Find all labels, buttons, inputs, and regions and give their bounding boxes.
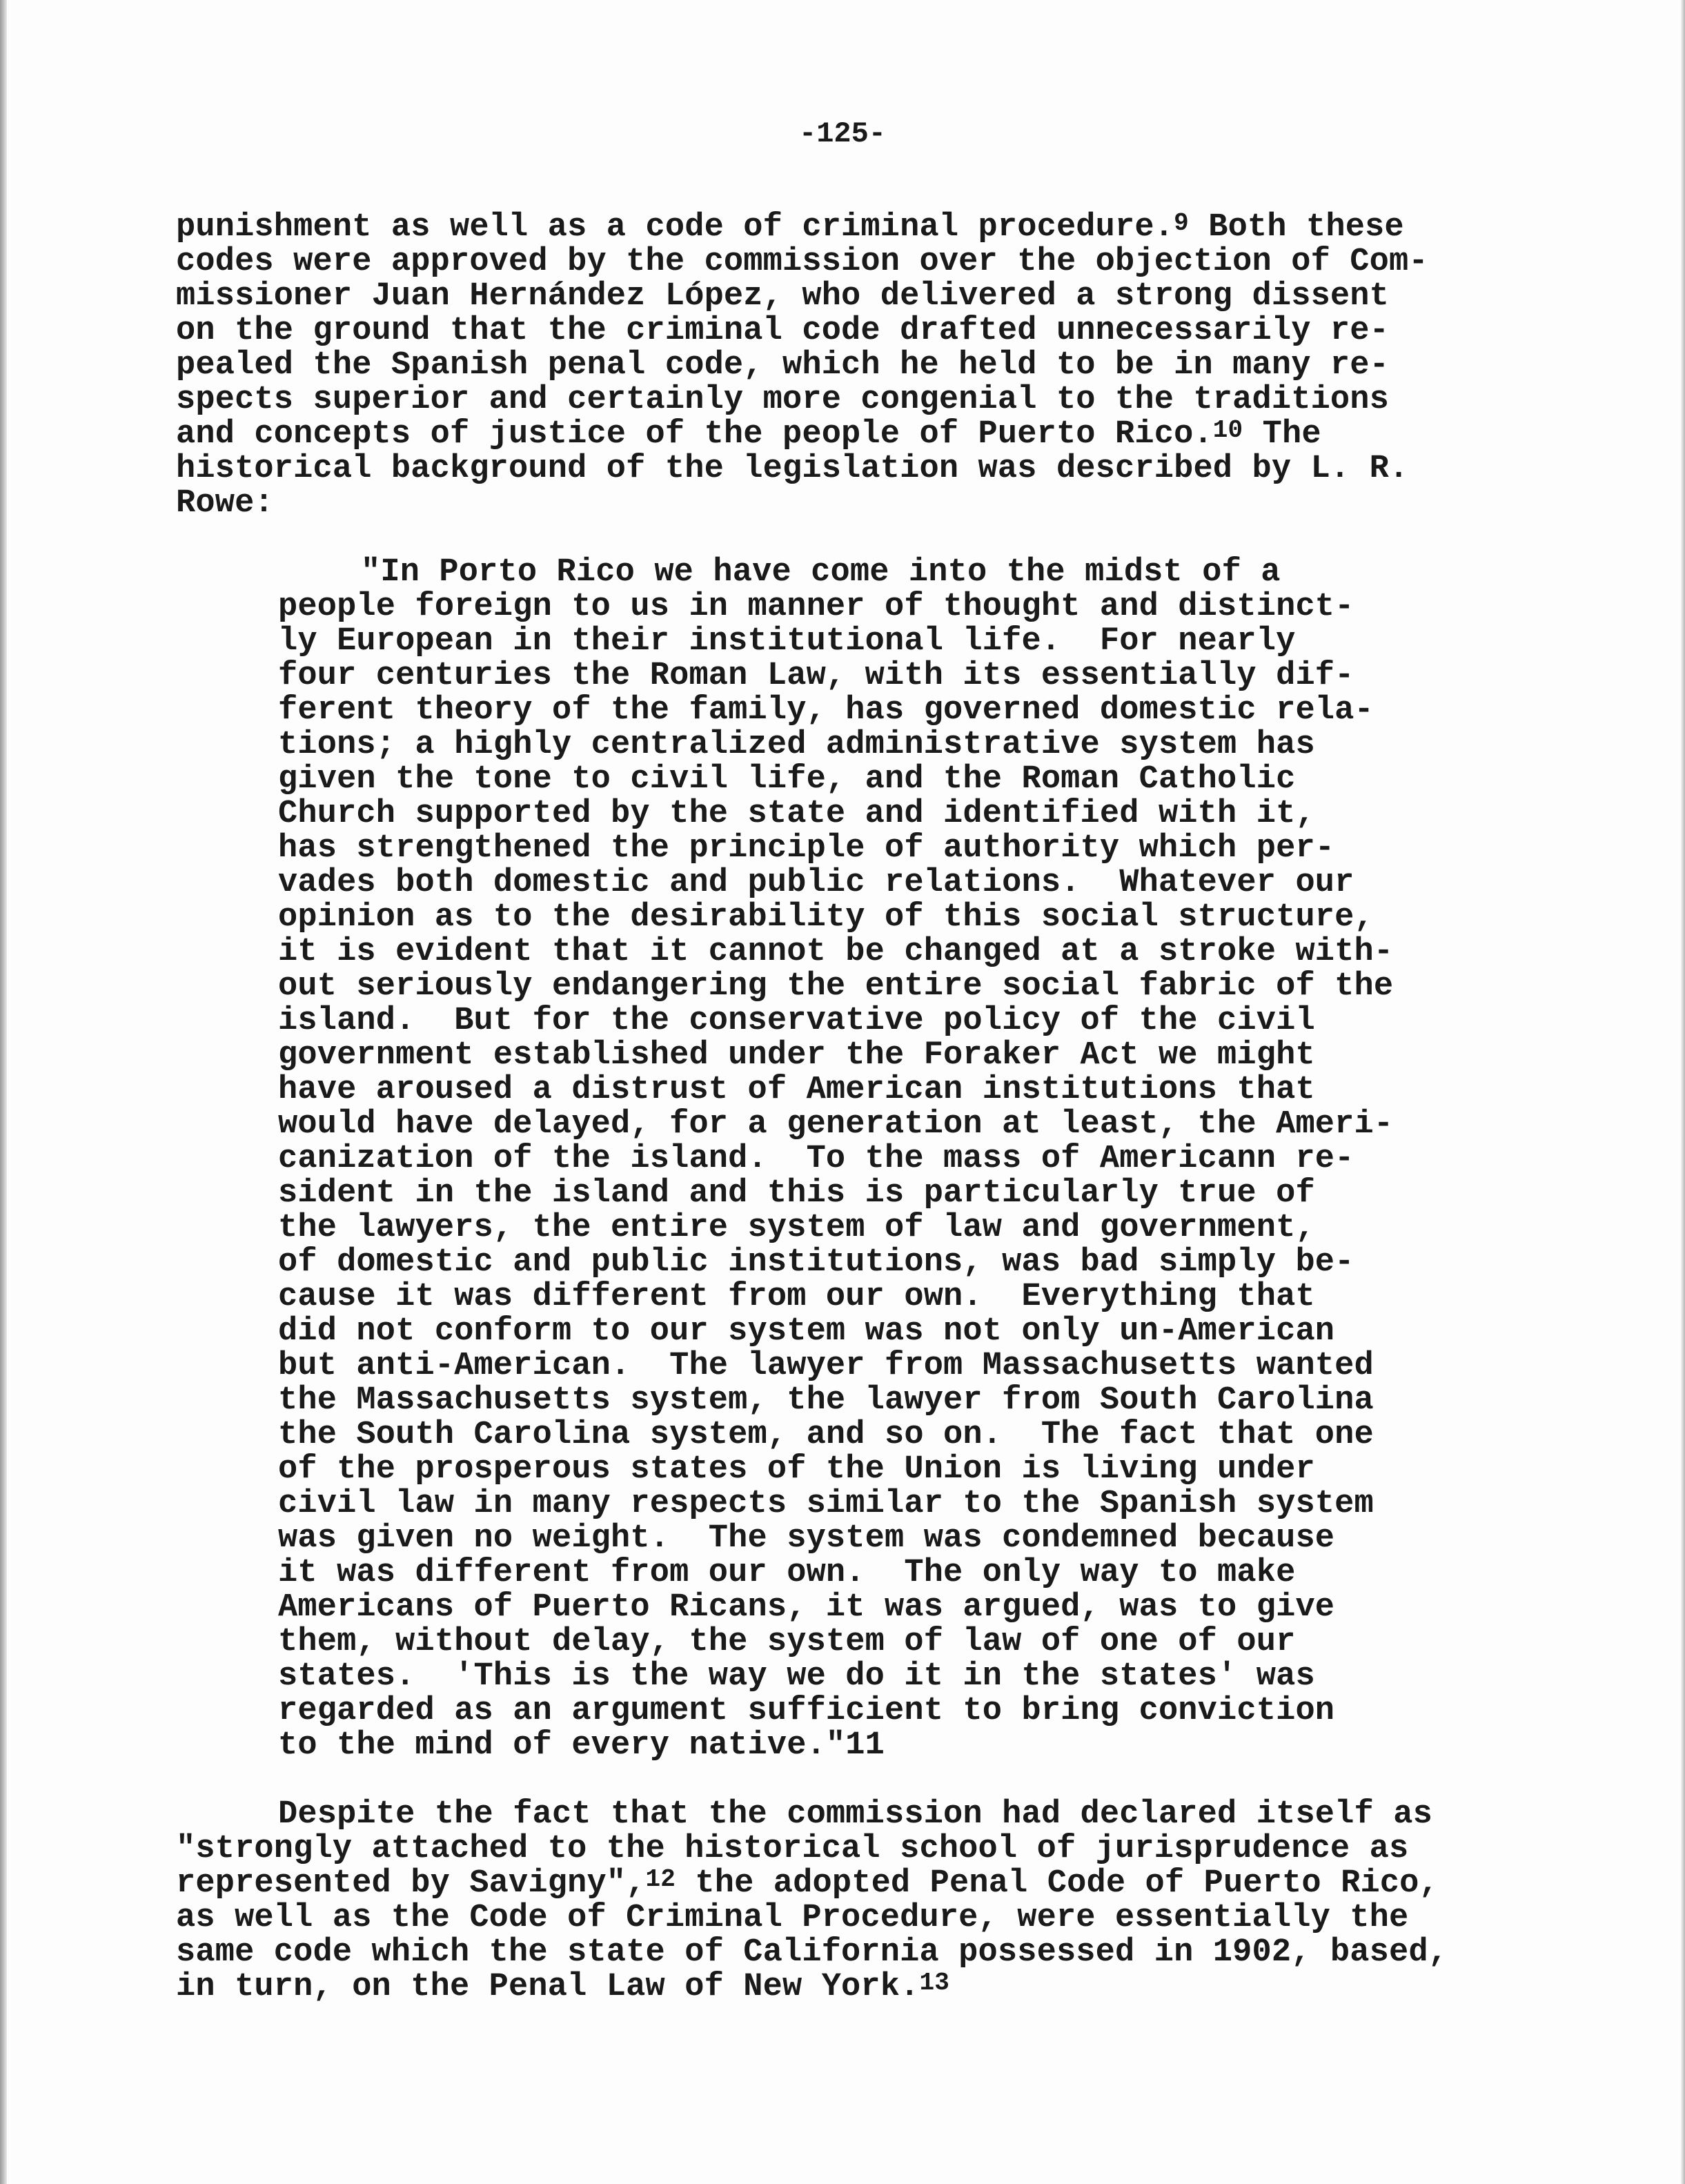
para2-line-5: same code which the state of California possessed in 1902, based, — [176, 1934, 1448, 1971]
quote-line: regarded as an argument sufficient to bring conviction — [278, 1693, 1335, 1729]
para2-line-2: "strongly attached to the historical school of jurisprudence as — [176, 1831, 1409, 1867]
footnote-ref-9: 9 — [1174, 209, 1189, 237]
quote-line: have aroused a distrust of American institutions that — [278, 1072, 1315, 1108]
quote-last-line — [278, 1729, 885, 1763]
para1-line-1 — [176, 210, 1404, 245]
para1-line-1-text: punishment as well as a code of criminal procedure. — [176, 209, 1174, 246]
para1-line-7 — [176, 417, 1321, 452]
para1-line-2: codes were approved by the commission over the objection of Com- — [176, 244, 1428, 280]
quote-line: did not conform to our system was not only un-American — [278, 1313, 1335, 1350]
quote-line: has strengthened the principle of authority which per- — [278, 830, 1335, 867]
quote-line: the Massachusetts system, the lawyer from South Carolina — [278, 1382, 1374, 1419]
quote-line: "In Porto Rico we have come into the midst of a — [361, 554, 1281, 591]
footnote-ref-10: 10 — [1212, 416, 1243, 444]
quote-line: ly European in their institutional life. For nearly — [278, 623, 1296, 660]
quote-line: people foreign to us in manner of thought and distinct- — [278, 589, 1354, 625]
quote-line: it was different from our own. The only way to make — [278, 1555, 1296, 1591]
para2-line-4: as well as the Code of Criminal Procedure, were essentially the — [176, 1900, 1409, 1936]
quote-line: the South Carolina system, and so on. The fact that one — [278, 1417, 1374, 1453]
para1-line-7-text: and concepts of justice of the people of Puerto Rico. — [176, 416, 1213, 453]
quote-line: given the tone to civil life, and the Roman Catholic — [278, 761, 1296, 798]
quote-line: civil law in many respects similar to the Spanish system — [278, 1486, 1374, 1522]
quote-line: Americans of Puerto Ricans, it was argued, was to give — [278, 1589, 1335, 1626]
page-number: -125- — [798, 117, 887, 150]
quote-line: would have delayed, for a generation at least, the Ameri- — [278, 1106, 1394, 1143]
quote-line: vades both domestic and public relations. Whatever our — [278, 865, 1354, 901]
para2-line-6 — [176, 1970, 949, 2005]
footnote-ref-13: 13 — [919, 1969, 949, 1997]
quote-line: sident in the island and this is particularly true of — [278, 1175, 1315, 1212]
quote-line: Church supported by the state and identified with it, — [278, 796, 1315, 832]
para1-line-4: on the ground that the criminal code drafted unnecessarily re- — [176, 313, 1389, 349]
para1-line-1-tail: Both these — [1188, 209, 1404, 246]
scan-edge-left — [0, 0, 7, 2184]
para2-line-1: Despite the fact that the commission had declared itself as — [278, 1796, 1432, 1833]
quote-line: cause it was different from our own. Everything that — [278, 1279, 1315, 1315]
para1-line-7-tail: The — [1243, 416, 1321, 453]
quote-line: government established under the Foraker Act we might — [278, 1037, 1315, 1074]
scan-edge-right — [1681, 0, 1685, 2184]
quote-line: was given no weight. The system was condemned because — [278, 1520, 1335, 1557]
para1-line-3: missioner Juan Hernández López, who delivered a strong dissent — [176, 278, 1389, 315]
para2-line-3-head: represented by Savigny", — [176, 1865, 646, 1902]
quote-line: states. 'This is the way we do it in the states' was — [278, 1658, 1315, 1695]
footnote-ref-12: 12 — [645, 1865, 676, 1893]
quote-line: it is evident that it cannot be changed at a stroke with- — [278, 934, 1394, 970]
para1-line-9: Rowe: — [176, 485, 274, 522]
quote-line: island. But for the conservative policy of the civil — [278, 1003, 1315, 1039]
quote-line: opinion as to the desirability of this social structure, — [278, 899, 1374, 936]
quote-line: of the prosperous states of the Union is living under — [278, 1451, 1315, 1488]
quote-line: them, without delay, the system of law of one of our — [278, 1624, 1296, 1660]
quote-line: four centuries the Roman Law, with its essentially dif- — [278, 658, 1354, 694]
quote-line: of domestic and public institutions, was bad simply be- — [278, 1244, 1354, 1281]
para1-line-6: spects superior and certainly more congenial to the traditions — [176, 382, 1389, 418]
para2-line-3 — [176, 1867, 1439, 1901]
para1-line-8: historical background of the legislation was described by L. R. — [176, 451, 1409, 487]
quote-last-text: to the mind of every native." — [278, 1727, 846, 1764]
footnote-ref-11: 11 — [845, 1727, 885, 1764]
para2-line-3-tail: the adopted Penal Code of Puerto Rico, — [676, 1865, 1439, 1902]
para1-line-5: pealed the Spanish penal code, which he held to be in many re- — [176, 347, 1389, 384]
quote-line: but anti-American. The lawyer from Massachusetts wanted — [278, 1348, 1374, 1384]
quote-line: ferent theory of the family, has governed domestic rela- — [278, 692, 1374, 729]
quote-line: canization of the island. To the mass of Americann re- — [278, 1141, 1354, 1177]
quote-line: out seriously endangering the entire social fabric of the — [278, 968, 1394, 1005]
quote-line: tions; a highly centralized administrative system has — [278, 727, 1315, 763]
quote-line: the lawyers, the entire system of law and government, — [278, 1210, 1315, 1246]
para2-line-6-text: in turn, on the Penal Law of New York. — [176, 1969, 920, 2005]
